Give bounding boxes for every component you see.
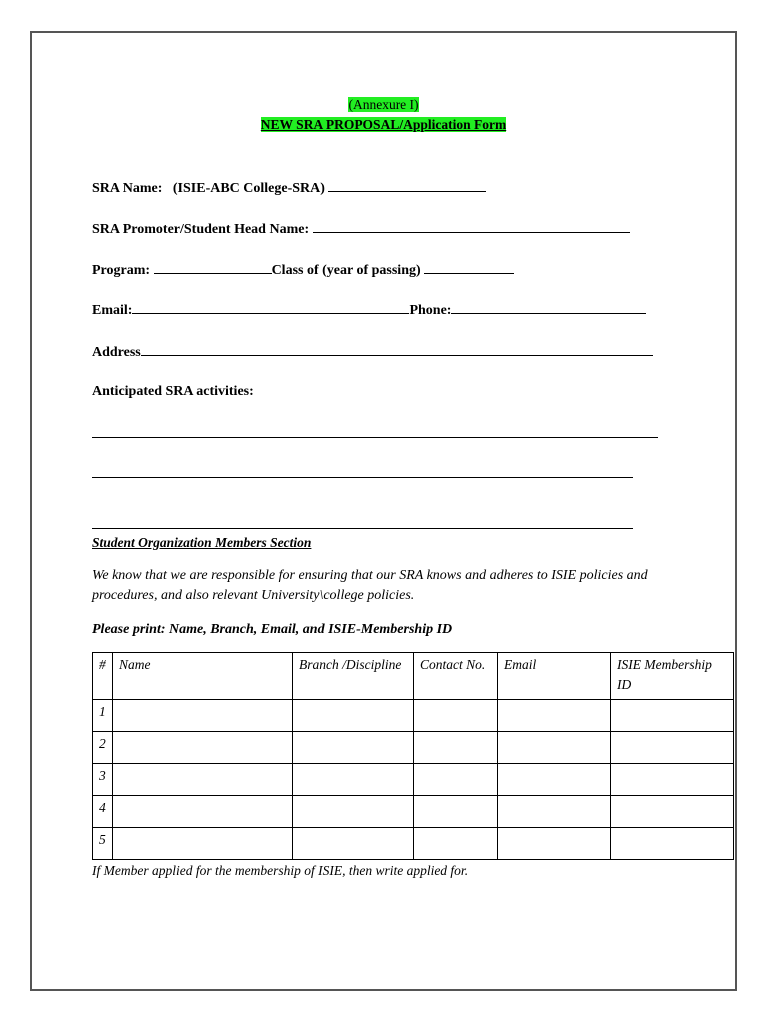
form-title: NEW SRA PROPOSAL/Application Form [260, 117, 507, 132]
print-instruction: Please print: Name, Branch, Email, and ISIE-Membership ID [92, 622, 453, 637]
branch-cell[interactable] [293, 828, 414, 860]
header-name: Name [113, 653, 293, 700]
activities-line-3[interactable] [92, 528, 633, 529]
membership-id-cell[interactable] [611, 828, 734, 860]
sra-name-field [92, 178, 486, 197]
name-cell[interactable] [113, 828, 293, 860]
email-cell[interactable] [498, 700, 611, 732]
activities-label: Anticipated SRA activities: [92, 384, 254, 399]
row-number: 4 [93, 796, 113, 828]
table-row [93, 700, 734, 732]
program-field [92, 260, 514, 279]
membership-id-cell[interactable] [611, 732, 734, 764]
email-cell[interactable] [498, 764, 611, 796]
email-label: Email: [92, 303, 133, 318]
header-contact: Contact No. [414, 653, 498, 700]
table-row [93, 796, 734, 828]
row-number: 2 [93, 732, 113, 764]
contact-cell[interactable] [414, 732, 498, 764]
branch-cell[interactable] [293, 700, 414, 732]
contact-cell[interactable] [414, 764, 498, 796]
annexure-label: (Annexure I) [348, 97, 419, 112]
membership-id-cell[interactable] [611, 764, 734, 796]
address-label: Address [92, 345, 141, 360]
promoter-field [92, 219, 630, 238]
sra-name-blank[interactable] [328, 178, 486, 192]
phone-blank[interactable] [451, 300, 646, 314]
sra-name-label: SRA Name: [92, 181, 163, 196]
name-cell[interactable] [113, 700, 293, 732]
form-page [30, 31, 737, 991]
header-number: # [93, 653, 113, 700]
contact-cell[interactable] [414, 828, 498, 860]
branch-cell[interactable] [293, 764, 414, 796]
activities-line-1[interactable] [92, 437, 658, 438]
membership-footnote: If Member applied for the membership of ISIE, then write applied for. [92, 863, 469, 878]
promoter-blank[interactable] [313, 219, 630, 233]
contact-cell[interactable] [414, 700, 498, 732]
promoter-label: SRA Promoter/Student Head Name: [92, 222, 310, 237]
email-cell[interactable] [498, 732, 611, 764]
email-blank[interactable] [132, 300, 409, 314]
email-cell[interactable] [498, 828, 611, 860]
sra-name-value: (ISIE-ABC College-SRA) [172, 181, 325, 196]
branch-cell[interactable] [293, 732, 414, 764]
program-blank[interactable] [154, 260, 272, 274]
phone-label: Phone: [409, 303, 452, 318]
class-label: Class of (year of passing) [271, 263, 421, 278]
row-number: 5 [93, 828, 113, 860]
program-label: Program: [92, 263, 151, 278]
header-membership-id: ISIE Membership ID [611, 653, 734, 700]
policy-statement: We know that we are responsible for ensuring that our SRA knows and adheres to ISIE policies and procedures, and also relevant University\college policies. [92, 568, 648, 603]
row-number: 1 [93, 700, 113, 732]
table-row [93, 828, 734, 860]
email-cell[interactable] [498, 796, 611, 828]
table-row [93, 764, 734, 796]
contact-cell[interactable] [414, 796, 498, 828]
class-blank[interactable] [424, 260, 514, 274]
header-branch: Branch /Discipline [293, 653, 414, 700]
membership-id-cell[interactable] [611, 796, 734, 828]
address-field [92, 342, 653, 361]
row-number: 3 [93, 764, 113, 796]
email-phone-field [92, 300, 646, 319]
name-cell[interactable] [113, 796, 293, 828]
table-row [93, 732, 734, 764]
branch-cell[interactable] [293, 796, 414, 828]
address-blank[interactable] [141, 342, 653, 356]
members-section-heading: Student Organization Members Section [92, 535, 312, 550]
members-table [92, 652, 734, 860]
members-table-header [93, 653, 734, 700]
name-cell[interactable] [113, 764, 293, 796]
membership-id-cell[interactable] [611, 700, 734, 732]
header-email: Email [498, 653, 611, 700]
activities-line-2[interactable] [92, 477, 633, 478]
name-cell[interactable] [113, 732, 293, 764]
